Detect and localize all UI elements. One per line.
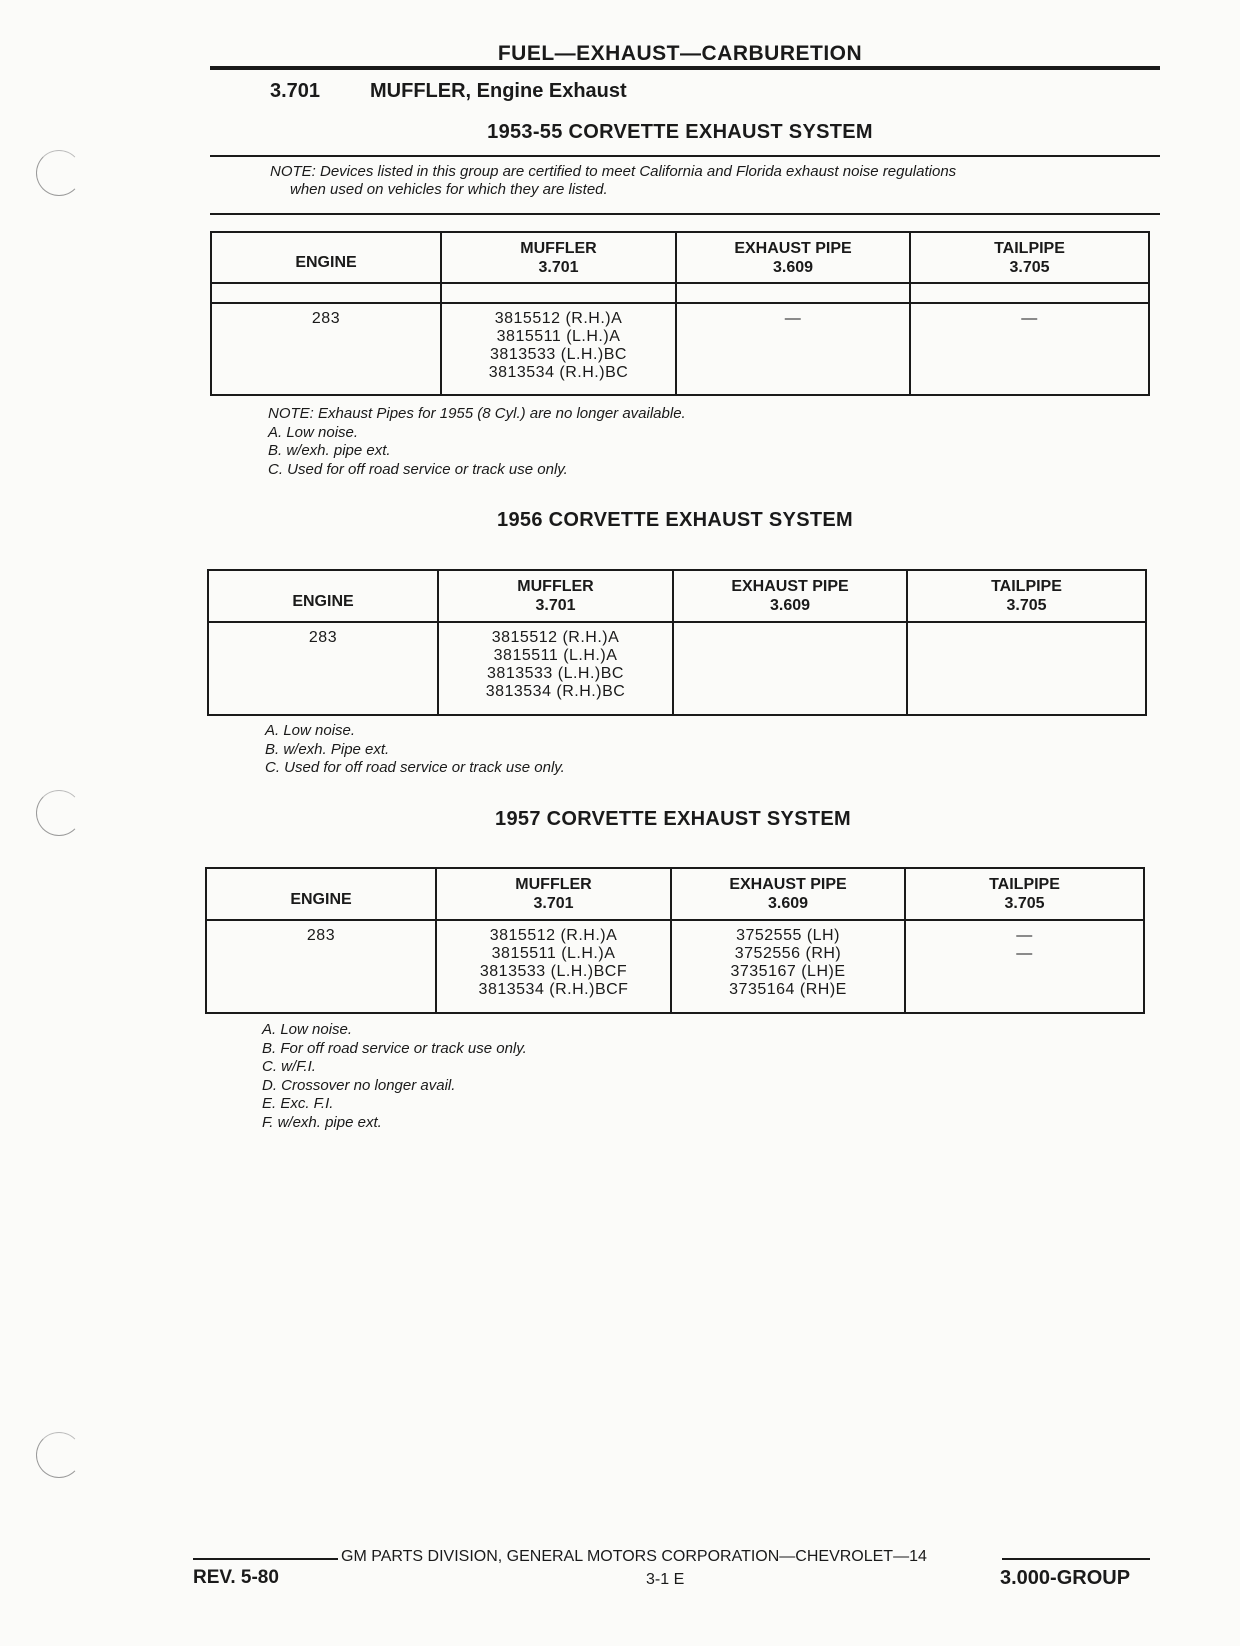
column-header-muffler: MUFFLER 3.701 bbox=[438, 570, 673, 622]
footnote: B. w/exh. Pipe ext. bbox=[265, 740, 390, 758]
note-bottom-rule bbox=[210, 213, 1160, 215]
column-header-exhaust-pipe: EXHAUST PIPE 3.609 bbox=[673, 570, 907, 622]
page-header-title: FUEL—EXHAUST—CARBURETION bbox=[497, 42, 863, 65]
footnote: B. w/exh. pipe ext. bbox=[268, 442, 391, 459]
system-title-1953-55: 1953-55 CORVETTE EXHAUST SYSTEM bbox=[487, 121, 873, 143]
parts-table-1956 bbox=[207, 569, 1147, 716]
column-header-tailpipe: TAILPIPE 3.705 bbox=[905, 868, 1144, 920]
part-number: 3815511 (L.H.)A bbox=[493, 647, 618, 664]
column-header-engine: ENGINE bbox=[211, 232, 441, 283]
part-number: 3815512 (R.H.)A bbox=[491, 629, 620, 646]
footnote: F. w/exh. pipe ext. bbox=[262, 1113, 382, 1131]
spacer-cell bbox=[211, 283, 441, 303]
section-number: 3.701 bbox=[270, 80, 321, 102]
part-number: 3813533 (L.H.)BCF bbox=[479, 963, 628, 980]
footnote: A. Low noise. bbox=[262, 1021, 353, 1038]
column-header-exhaust-pipe: EXHAUST PIPE 3.609 bbox=[671, 868, 905, 920]
footnote: D. Crossover no longer avail. bbox=[262, 1076, 456, 1094]
part-number: 3752555 (LH) bbox=[736, 927, 840, 944]
punch-hole-top bbox=[36, 150, 82, 196]
column-header-engine: ENGINE bbox=[206, 868, 436, 920]
footnote: A. Low noise. bbox=[268, 423, 359, 441]
tailpipe-cell bbox=[907, 622, 1146, 715]
table-row bbox=[211, 303, 1149, 395]
footnote: C. Used for off road service or track use only. bbox=[265, 759, 565, 776]
part-number: 3815511 (L.H.)A bbox=[496, 328, 621, 345]
part-number: — bbox=[784, 310, 802, 327]
footnotes-1956 bbox=[265, 722, 565, 778]
note-top-rule bbox=[210, 155, 1160, 157]
footnotes-1953-55 bbox=[268, 405, 686, 479]
certification-note bbox=[270, 163, 956, 199]
footer-rule-left bbox=[193, 1558, 338, 1560]
part-number: 3813533 (L.H.)BC bbox=[490, 346, 627, 363]
footnotes-1957 bbox=[262, 1021, 527, 1132]
footnote: B. For off road service or track use only. bbox=[262, 1039, 527, 1057]
column-header-muffler: MUFFLER 3.701 bbox=[436, 868, 671, 920]
footnote: E. Exc. F.I. bbox=[262, 1095, 334, 1112]
column-header-exhaust-pipe: EXHAUST PIPE 3.609 bbox=[676, 232, 910, 283]
parts-table-1957 bbox=[205, 867, 1145, 1014]
note-line: when used on vehicles for which they are listed. bbox=[290, 181, 608, 198]
engine-cell: 283 bbox=[208, 622, 438, 715]
part-number: 3752556 (RH) bbox=[734, 945, 842, 962]
part-number: — bbox=[1021, 310, 1038, 327]
footer-group: 3.000-GROUP bbox=[1000, 1567, 1131, 1589]
column-header-tailpipe: TAILPIPE 3.705 bbox=[907, 570, 1146, 622]
footnote: C. Used for off road service or track use only. bbox=[268, 460, 568, 478]
footer-revision: REV. 5-80 bbox=[193, 1567, 279, 1588]
part-number: 3813534 (R.H.)BCF bbox=[478, 981, 629, 998]
system-title-1956: 1956 CORVETTE EXHAUST SYSTEM bbox=[497, 509, 853, 531]
part-number: 3815512 (R.H.)A bbox=[494, 310, 623, 327]
part-number: — bbox=[1016, 927, 1033, 944]
muffler-cell bbox=[438, 622, 673, 715]
exhaust-pipe-cell bbox=[676, 303, 910, 395]
spacer-cell bbox=[910, 283, 1149, 303]
part-number: — bbox=[1016, 945, 1033, 962]
part-number: 3815511 (L.H.)A bbox=[491, 945, 616, 962]
tailpipe-cell bbox=[905, 920, 1144, 1013]
spacer-cell bbox=[441, 283, 676, 303]
part-number: 3813534 (R.H.)BC bbox=[488, 364, 629, 381]
footer-page-number: 3-1 E bbox=[646, 1571, 685, 1588]
spacer-cell bbox=[676, 283, 910, 303]
footnote: C. w/F.I. bbox=[262, 1058, 316, 1075]
system-title-1957: 1957 CORVETTE EXHAUST SYSTEM bbox=[495, 808, 851, 830]
footer-publisher: GM PARTS DIVISION, GENERAL MOTORS CORPORATION—CHEVROLET—14 bbox=[341, 1548, 927, 1565]
footnote: NOTE: Exhaust Pipes for 1955 (8 Cyl.) are no longer available. bbox=[268, 405, 686, 422]
part-number: 3815512 (R.H.)A bbox=[489, 927, 618, 944]
tailpipe-cell bbox=[910, 303, 1149, 395]
column-header-tailpipe: TAILPIPE 3.705 bbox=[910, 232, 1149, 283]
section-title: MUFFLER, Engine Exhaust bbox=[370, 80, 627, 102]
column-header-muffler: MUFFLER 3.701 bbox=[441, 232, 676, 283]
punch-hole-middle bbox=[36, 790, 82, 836]
engine-cell: 283 bbox=[211, 303, 441, 395]
table-row bbox=[206, 920, 1144, 1013]
part-number: 3735164 (RH)E bbox=[729, 981, 847, 998]
column-header-engine: ENGINE bbox=[208, 570, 438, 622]
punch-hole-bottom bbox=[36, 1432, 82, 1478]
engine-cell: 283 bbox=[206, 920, 436, 1013]
exhaust-pipe-cell bbox=[671, 920, 905, 1013]
footer-rule-right bbox=[1002, 1558, 1150, 1560]
part-number: 3813533 (L.H.)BC bbox=[487, 665, 624, 682]
part-number: 3813534 (R.H.)BC bbox=[485, 683, 626, 700]
note-line: NOTE: Devices listed in this group are certified to meet California and Florida exhaust noise regulations bbox=[270, 163, 957, 180]
muffler-cell bbox=[441, 303, 676, 395]
parts-table-1953-55 bbox=[210, 231, 1150, 396]
muffler-cell bbox=[436, 920, 671, 1013]
table-row bbox=[208, 622, 1146, 715]
header-rule bbox=[210, 66, 1160, 70]
part-number: 3735167 (LH)E bbox=[730, 963, 846, 980]
exhaust-pipe-cell bbox=[673, 622, 907, 715]
footnote: A. Low noise. bbox=[265, 722, 356, 739]
